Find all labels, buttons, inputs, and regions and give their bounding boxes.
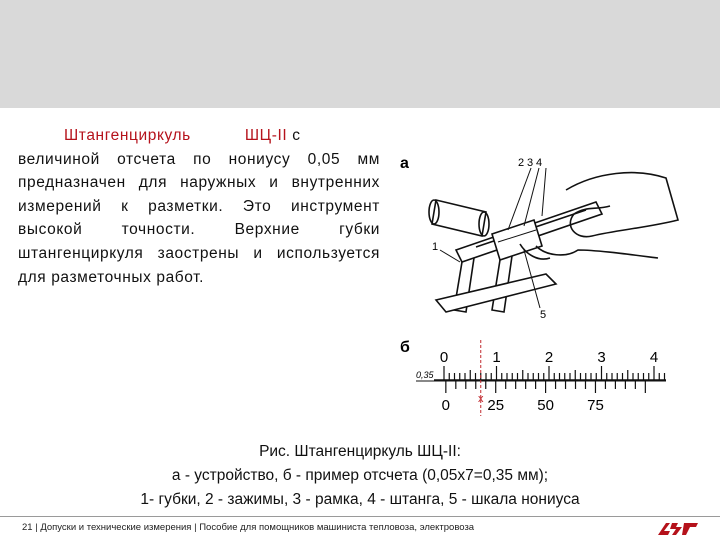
- vernier-scale-label: 75: [587, 397, 604, 414]
- footer-text: 21 | Допуски и технические измерения | Пособие для помощников машиниста тепловоза, электровоза: [22, 522, 475, 533]
- callout-4: 4: [536, 157, 543, 169]
- main-scale-label: 2: [544, 349, 554, 366]
- caption-line-3: 1- губки, 2 - зажимы, 3 - рамка, 4 - штанга, 5 - шкала нониуса: [140, 491, 580, 508]
- paragraph: величиной отсчета по нониусу 0,05 мм предназначен для наружных и внутренних измерений к разметки. Это инструмент высокой точности. Верхние губки штангенциркуля заострены и используется для разметочных работ.: [18, 150, 380, 286]
- rzd-logo-icon: [656, 519, 700, 539]
- callout-3: 3: [527, 157, 534, 169]
- vernier-scale-label: 0: [441, 397, 451, 414]
- reading-label: 0,35: [416, 370, 434, 380]
- main-scale-label: 4: [649, 349, 659, 366]
- main-scale-label: 1: [492, 349, 501, 366]
- caption-line-1: Рис. Штангенциркуль ШЦ-II:: [259, 443, 461, 460]
- main-scale-label: 0: [439, 349, 449, 366]
- label-b: б: [400, 339, 410, 356]
- figure-caption: [0, 440, 720, 512]
- vernier-scale-label: 25: [487, 397, 505, 414]
- scale-group: [416, 340, 666, 416]
- title-word: Штангенциркуль: [64, 127, 191, 144]
- caliper-drawing: [429, 168, 678, 312]
- alignment-mark: x: [478, 393, 484, 405]
- callout-1: 1: [432, 241, 439, 253]
- callout-5: 5: [540, 309, 547, 321]
- title-rest: с: [287, 127, 301, 144]
- caliper-figure: [396, 150, 686, 430]
- callout-2: 2: [518, 157, 525, 169]
- caption-line-2: а - устройство, б - пример отсчета (0,05х7=0,35 мм);: [171, 467, 549, 484]
- title-model: ШЦ-II: [244, 127, 288, 144]
- title-line: [18, 124, 380, 148]
- footer: [0, 516, 720, 541]
- vernier-scale-label: 50: [537, 397, 554, 414]
- label-a: а: [400, 155, 409, 172]
- header-band: [0, 0, 720, 108]
- main-scale-label: 3: [597, 349, 606, 366]
- body-text: [18, 124, 380, 289]
